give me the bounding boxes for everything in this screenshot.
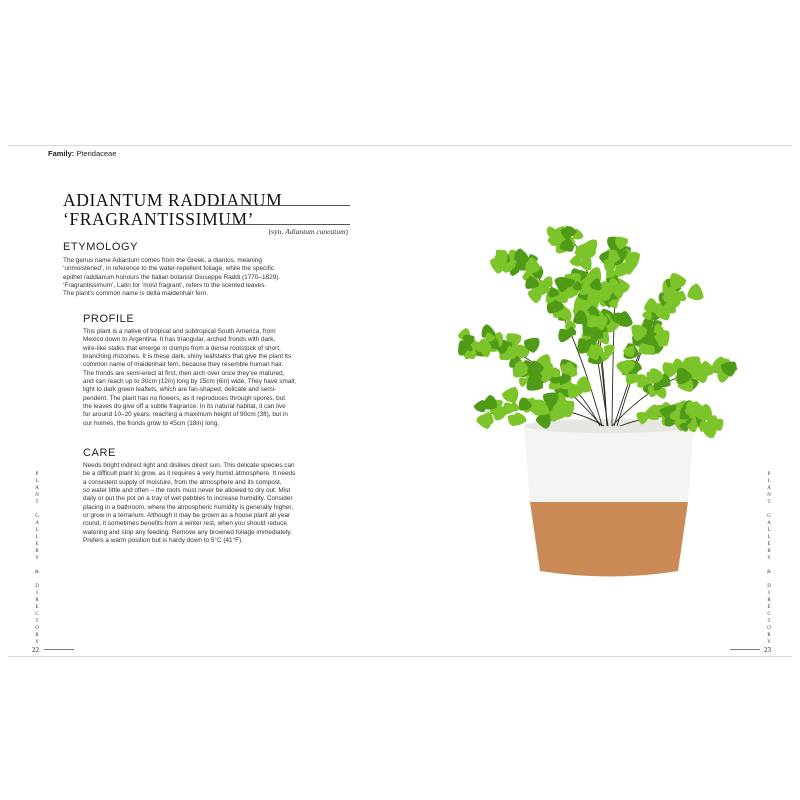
side-label-letter: E	[767, 542, 771, 547]
side-label-letter	[764, 576, 774, 583]
side-label-letter: P	[767, 472, 771, 477]
side-label-letter: I	[768, 591, 770, 596]
side-label-letter: T	[767, 500, 771, 505]
side-label-letter: Y	[767, 556, 771, 561]
title-line-1: ADIANTUM RADDIANUM	[63, 190, 283, 210]
side-label-left	[32, 471, 42, 646]
side-label-letter: &	[767, 570, 771, 575]
side-label-letter: E	[35, 542, 39, 547]
side-label-letter: T	[767, 619, 771, 624]
side-label-letter: D	[35, 584, 39, 589]
care-text: Needs bright indirect light and dislikes direct sun. This delicate species can be a difficult plant to grow, as it requires a very humid atmosphere. It needs a consistent supply of moisture, from the atmosphere and its compost, so water little and often – the roots must never be allowed to dry out. Mist daily or put the pot on a tray of wet pebbles to increase humidity. Consider placing in a bathroom, where the atmospheric humidity is generally higher, or grow in a terrarium. Although it may be grown as a house plant all year round, it sometimes benefits from a winter rest, when you should reduce watering and stop any feeding. Remove any browned foliage immediately. Prefers a warm position but is hardy down to 5°C (41°F).	[83, 462, 296, 545]
folio-rule-right	[730, 649, 760, 650]
right-page	[400, 146, 792, 656]
title-rule-top	[214, 205, 350, 206]
side-label-letter: T	[35, 500, 39, 505]
family-label: Family:	[48, 149, 75, 158]
heading-profile: PROFILE	[83, 313, 135, 325]
side-label-letter: P	[35, 472, 39, 477]
side-label-letter: D	[767, 584, 771, 589]
side-label-letter: L	[35, 479, 39, 484]
side-label-letter: L	[767, 528, 771, 533]
side-label-letter: A	[35, 521, 39, 526]
side-label-letter: R	[767, 633, 771, 638]
side-label-letter: R	[35, 549, 39, 554]
side-label-letter: R	[767, 549, 771, 554]
etymology-text: The genus name Adiantum comes from the Greek, a diantos, meaning ‘unmoistened’, in reference to the water-repellent foliage, while the specific epithet raddianum honours the Italian botanist Giuseppe Raddi (1770–1829). ‘Fragrantissimum’, Latin for ‘most fragrant’, refers to the scented leaves. The plant’s common name is delta maidenhair fern.	[63, 257, 281, 298]
page-number-right: 23	[764, 646, 771, 654]
side-label-letter: I	[36, 591, 38, 596]
heading-etymology: ETYMOLOGY	[63, 241, 139, 253]
side-label-letter: C	[767, 612, 771, 617]
side-label-letter: G	[767, 514, 771, 519]
side-label-letter: R	[35, 633, 39, 638]
side-label-letter: A	[767, 486, 771, 491]
side-label-letter: G	[35, 514, 39, 519]
side-label-letter: N	[35, 493, 39, 498]
side-label-letter: L	[35, 535, 39, 540]
side-label-letter: T	[35, 619, 39, 624]
synonym: (syn. Adiantum cuneatum)	[268, 227, 348, 236]
side-label-letter: L	[767, 535, 771, 540]
family-value: Pteridaceae	[76, 149, 117, 158]
side-label-right	[764, 471, 774, 646]
family-line	[48, 149, 116, 158]
side-label-letter	[32, 506, 42, 513]
left-page	[8, 146, 400, 656]
side-label-letter: R	[35, 598, 39, 603]
folio-rule-left	[44, 649, 74, 650]
side-label-letter: C	[35, 612, 39, 617]
page-number-left: 22	[32, 646, 39, 654]
side-label-letter: A	[767, 521, 771, 526]
side-label-letter: &	[35, 570, 39, 575]
side-label-letter	[764, 562, 774, 569]
book-spread	[8, 145, 792, 657]
side-label-letter: E	[35, 605, 39, 610]
side-label-letter: A	[35, 486, 39, 491]
side-label-letter	[32, 576, 42, 583]
pot	[524, 419, 694, 577]
side-label-letter: Y	[35, 640, 39, 645]
side-label-letter: Y	[767, 640, 771, 645]
side-label-letter: O	[35, 626, 39, 631]
side-label-letter: L	[35, 528, 39, 533]
side-label-letter: E	[767, 605, 771, 610]
title-line-2: ‘FRAGRANTISSIMUM’	[63, 209, 255, 229]
profile-text: This plant is a native of tropical and subtropical South America, from Mexico down to Argentina. It has triangular, arched fronds with dark, wire-like stalks that emerge in clumps from a dense rootstock of short, branching rhizomes. It is these dark, shiny leafstalks that give the plant its common name of maidenhair fern, because they resemble human hair. The fronds are semi-erect at first, then arch over once they’ve matured, and can reach up to 30cm (12in) long by 15cm (6in) wide. They have small, light to dark green leaflets, which are fan-shaped, delicate and semi- pendent. The plant has no flowers, as it reproduces through spores, but the leaves do give off a subtle fragrance. In its natural habitat, it can live for around 10–20 years, reaching a maximum height of 90cm (3ft), but in our homes, the fronds grow to 45cm (18in) long.	[83, 328, 297, 427]
synonym-name: Adiantum cuneatum	[285, 227, 346, 236]
side-label-letter	[764, 506, 774, 513]
side-label-letter: R	[767, 598, 771, 603]
side-label-letter: O	[767, 626, 771, 631]
side-label-letter: N	[767, 493, 771, 498]
side-label-letter	[32, 562, 42, 569]
maidenhair-fern-photo	[442, 226, 762, 606]
side-label-letter: Y	[35, 556, 39, 561]
heading-care: CARE	[83, 447, 116, 459]
title-rule-bottom	[220, 224, 350, 225]
side-label-letter: L	[767, 479, 771, 484]
